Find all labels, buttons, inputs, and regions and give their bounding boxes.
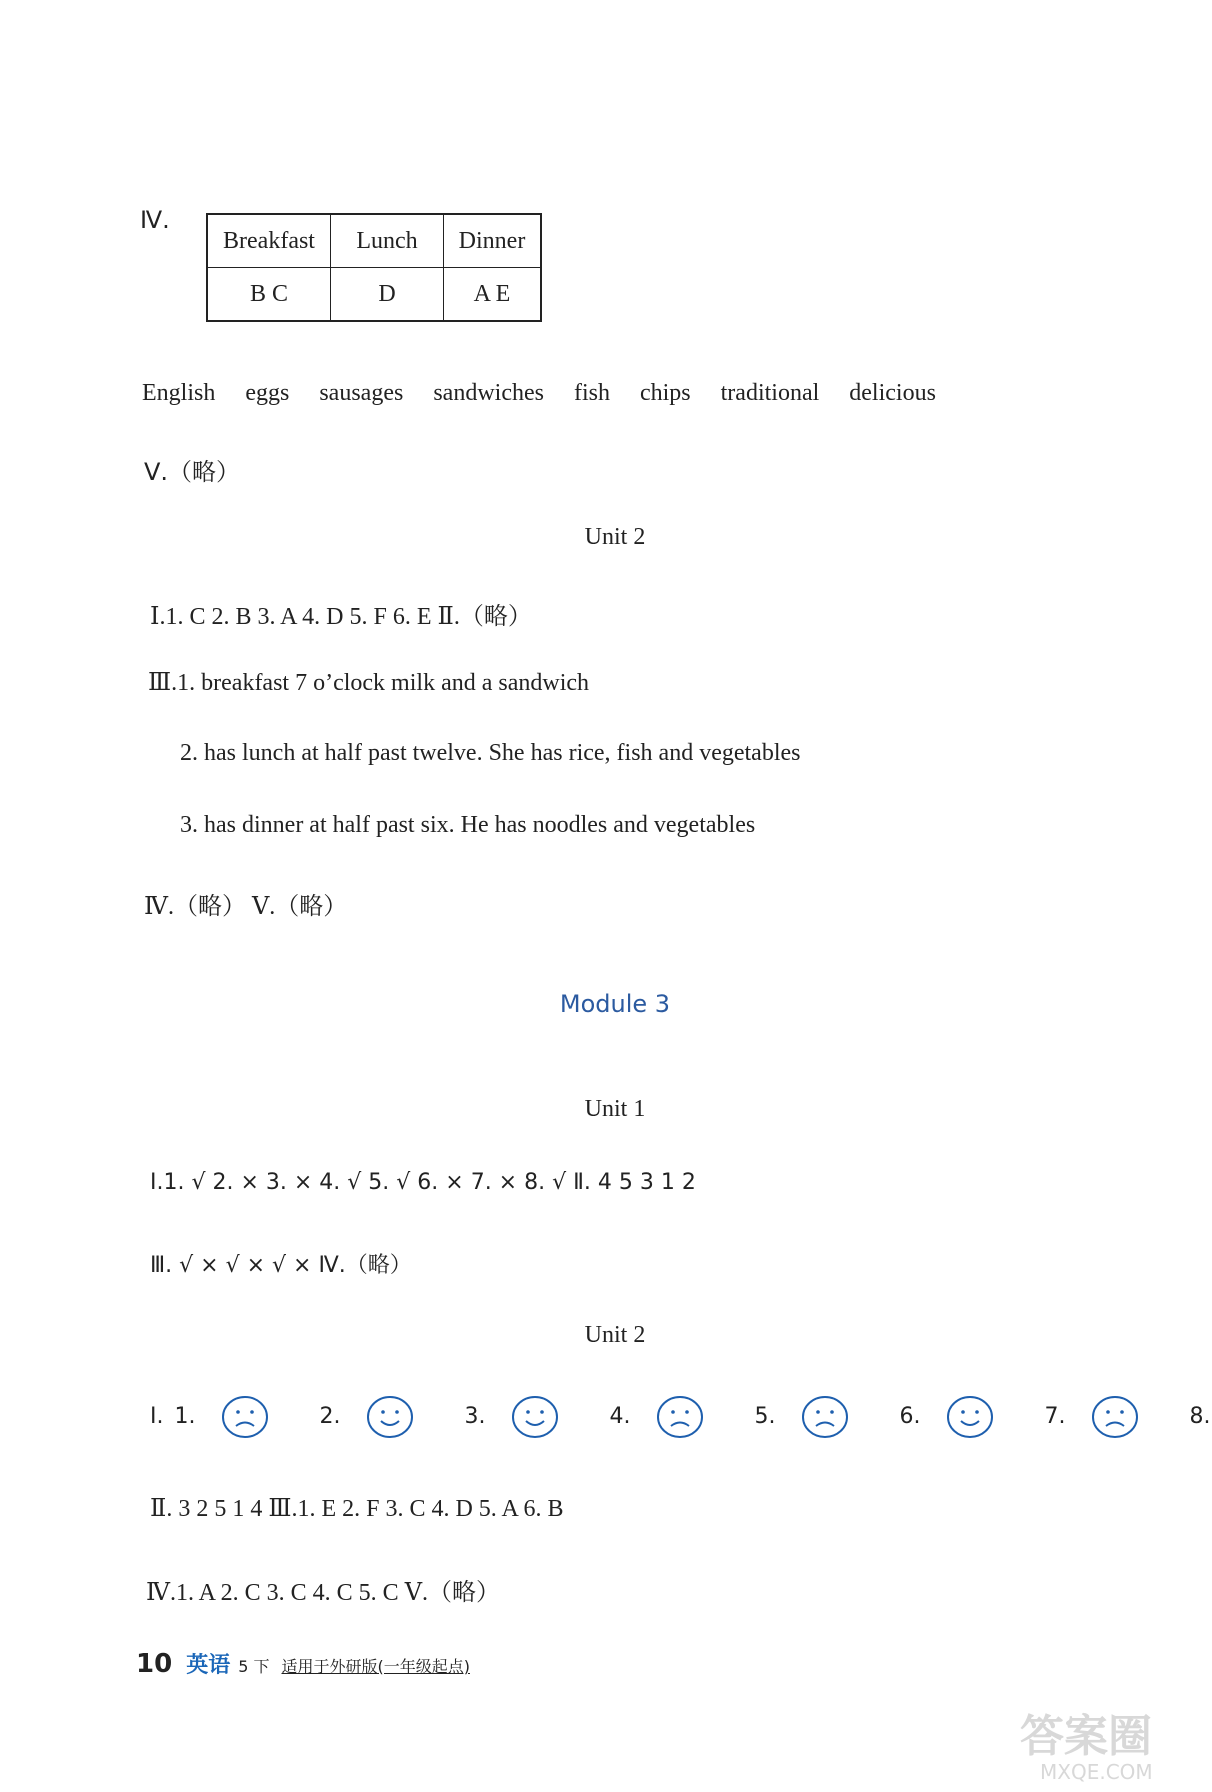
answer-line: Ⅰ.1. C 2. B 3. A 4. D 5. F 6. E Ⅱ.（略） [150, 604, 532, 630]
face-item [1189, 1394, 1212, 1440]
answer-line: Ⅳ.1. A 2. C 3. C 4. C 5. C Ⅴ.（略） [146, 1580, 501, 1606]
module-title: Module 3 [559, 990, 671, 1018]
answer-line: Ⅱ. 3 2 5 1 4 Ⅲ.1. E 2. F 3. C 4. D 5. A 6. B [150, 1496, 564, 1522]
face-number: 3. [464, 1404, 486, 1429]
answer-line: Ⅴ.（略） [144, 458, 241, 486]
sad-face-icon [799, 1394, 851, 1440]
table-header-breakfast: Breakfast [207, 214, 331, 268]
subject-label: 英语 [186, 1653, 231, 1678]
face-item [174, 1394, 295, 1440]
section-label-iv: Ⅳ. [140, 206, 170, 234]
face-item [899, 1394, 1020, 1440]
face-item [754, 1394, 875, 1440]
page-number: 10 [136, 1649, 173, 1679]
footer [136, 1648, 470, 1679]
watermark-logo: 答案圈 [1020, 1711, 1152, 1762]
unit-heading: Unit 2 [584, 524, 646, 550]
table-header-dinner: Dinner [444, 214, 542, 268]
table-cell-lunch: D [331, 268, 444, 322]
face-number: 6. [899, 1404, 921, 1429]
word-item: traditional [720, 380, 820, 406]
unit-heading: Unit 1 [584, 1096, 646, 1122]
face-number: 5. [754, 1404, 776, 1429]
happy-face-icon [364, 1394, 416, 1440]
answer-line: Ⅳ.（略） Ⅴ.（略） [144, 894, 348, 920]
sad-face-icon [219, 1394, 271, 1440]
happy-face-icon [944, 1394, 996, 1440]
face-number: 1. [174, 1404, 196, 1429]
word-item: sandwiches [433, 380, 544, 406]
face-number: 7. [1044, 1404, 1066, 1429]
word-item: sausages [319, 380, 404, 406]
answer-line: 3. has dinner at half past six. He has noodles and vegetables [180, 812, 756, 838]
word-item: eggs [245, 380, 290, 406]
table-cell-breakfast: B C [207, 268, 331, 322]
watermark-url: MXQE.COM [1040, 1760, 1153, 1784]
sad-face-icon [1089, 1394, 1141, 1440]
unit-heading: Unit 2 [584, 1322, 646, 1348]
word-list [142, 380, 960, 407]
faces-row [150, 1394, 1212, 1440]
face-number: 4. [609, 1404, 631, 1429]
face-item [609, 1394, 730, 1440]
edition-note: 适用于外研版(一年级起点) [281, 1657, 470, 1676]
answer-line: Ⅰ.1. √ 2. × 3. × 4. √ 5. √ 6. × 7. × 8. √ Ⅱ. 4 5 3 1 2 [150, 1170, 696, 1195]
word-item: fish [573, 380, 610, 406]
grade-label: 5 下 [238, 1657, 270, 1676]
word-item: English [142, 380, 216, 406]
answer-line: Ⅲ. √ × √ × √ × Ⅳ.（略） [150, 1253, 412, 1278]
happy-face-icon [509, 1394, 561, 1440]
answer-line: Ⅲ.1. breakfast 7 o’clock milk and a sandwich [148, 670, 590, 696]
meals-table [206, 213, 542, 322]
faces-container [174, 1394, 1212, 1440]
table-cell-dinner: A E [444, 268, 542, 322]
face-item [319, 1394, 440, 1440]
answer-line: 2. has lunch at half past twelve. She has rice, fish and vegetables [180, 740, 801, 766]
table-header-lunch: Lunch [331, 214, 444, 268]
word-item: delicious [849, 380, 936, 406]
face-item [464, 1394, 585, 1440]
word-item: chips [639, 380, 691, 406]
faces-prefix: Ⅰ. [150, 1404, 164, 1429]
face-number: 2. [319, 1404, 341, 1429]
face-item [1044, 1394, 1165, 1440]
face-number: 8. [1189, 1404, 1211, 1429]
sad-face-icon [654, 1394, 706, 1440]
